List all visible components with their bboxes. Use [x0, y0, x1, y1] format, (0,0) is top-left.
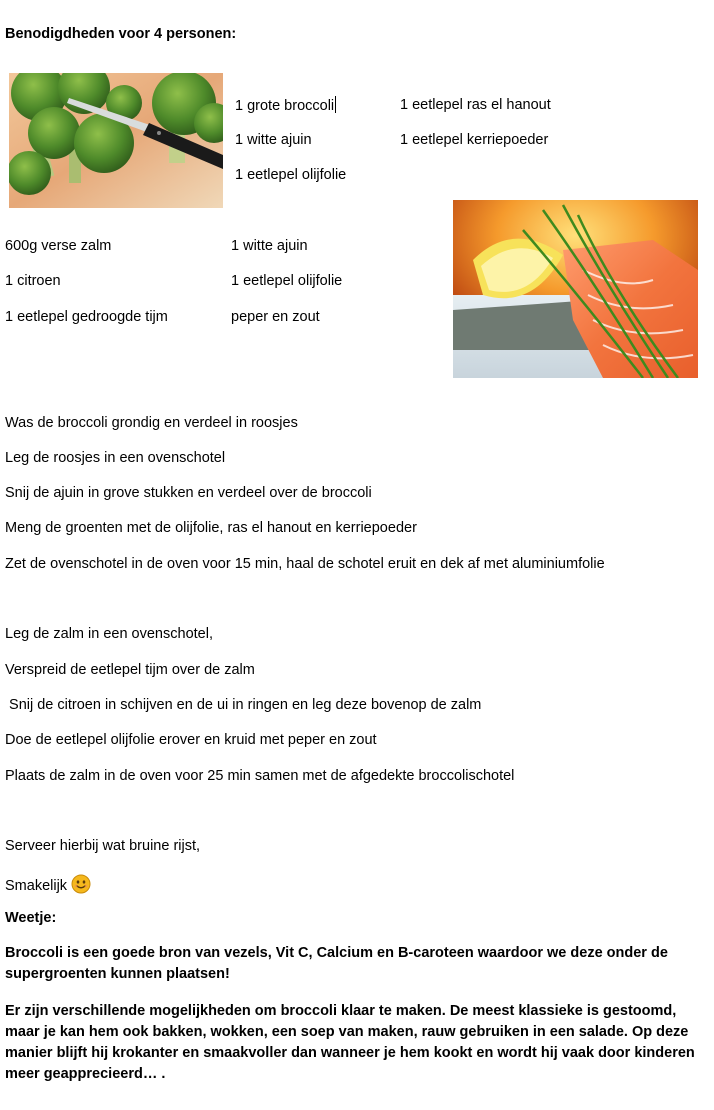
- text-cursor: [335, 96, 336, 113]
- salmon-ingredient-1: 600g verse zalm: [5, 238, 112, 254]
- serve-text: Serveer hierbij wat bruine rijst,: [5, 838, 201, 854]
- step-broccoli-1: Was de broccoli grondig en verdeel in roosjes: [5, 415, 298, 431]
- broccoli-ingredient-5: 1 eetlepel kerriepoeder: [400, 132, 549, 148]
- step-salmon-4: Doe de eetlepel olijfolie erover en kruid met peper en zout: [5, 732, 377, 748]
- broccoli-ingredient-3: 1 eetlepel olijfolie: [235, 167, 347, 183]
- tip-paragraph-1: Broccoli is een goede bron van vezels, Vit C, Calcium en B-caroteen waardoor we deze onder de supergroenten kunnen plaatsen!: [5, 945, 668, 982]
- salmon-photo: [453, 200, 698, 378]
- step-broccoli-4: Meng de groenten met de olijfolie, ras el hanout en kerriepoeder: [5, 520, 417, 536]
- salmon-ingredient-5: 1 eetlepel olijfolie: [231, 273, 343, 289]
- closing-text: Smakelijk: [5, 878, 68, 894]
- salmon-ingredient-3: 1 eetlepel gedroogde tijm: [5, 309, 168, 325]
- closing-line: [5, 874, 91, 899]
- broccoli-ingredient-1: 1 grote broccoli: [235, 98, 335, 114]
- broccoli-photo: [9, 73, 223, 208]
- step-salmon-3: Snij de citroen in schijven en de ui in ringen en leg deze bovenop de zalm: [5, 697, 482, 713]
- step-salmon-1: Leg de zalm in een ovenschotel,: [5, 626, 213, 642]
- broccoli-ingredient-2: 1 witte ajuin: [235, 132, 312, 148]
- step-broccoli-5: Zet de ovenschotel in de oven voor 15 min, haal de schotel eruit en dek af met aluminiumfolie: [5, 556, 605, 572]
- step-salmon-5: Plaats de zalm in de oven voor 25 min samen met de afgedekte broccolischotel: [5, 768, 515, 784]
- tip-heading: Weetje:: [5, 910, 57, 926]
- step-broccoli-3: Snij de ajuin in grove stukken en verdeel over de broccoli: [5, 485, 372, 501]
- salmon-ingredient-2: 1 citroen: [5, 273, 61, 289]
- smiley-icon: [71, 874, 91, 899]
- step-salmon-2: Verspreid de eetlepel tijm over de zalm: [5, 662, 255, 678]
- salmon-ingredient-4: 1 witte ajuin: [231, 238, 308, 254]
- tip-paragraph-2: Er zijn verschillende mogelijkheden om broccoli klaar te maken. De meest klassieke is gestoomd, maar je kan hem ook bakken, wokken, een soep van maken, rauw gebruiken in een salade. Op deze manier blijft hij krokanter en smaakvoller dan wanneer je hem kookt en wordt hij vaak door kinderen meer geapprecieerd… .: [5, 1003, 695, 1082]
- broccoli-image: [9, 73, 223, 208]
- salmon-ingredient-6: peper en zout: [231, 309, 320, 325]
- step-broccoli-2: Leg de roosjes in een ovenschotel: [5, 450, 226, 466]
- salmon-image: [453, 200, 698, 378]
- broccoli-ingredient-4: 1 eetlepel ras el hanout: [400, 97, 551, 113]
- ingredients-heading: Benodigdheden voor 4 personen:: [5, 26, 237, 42]
